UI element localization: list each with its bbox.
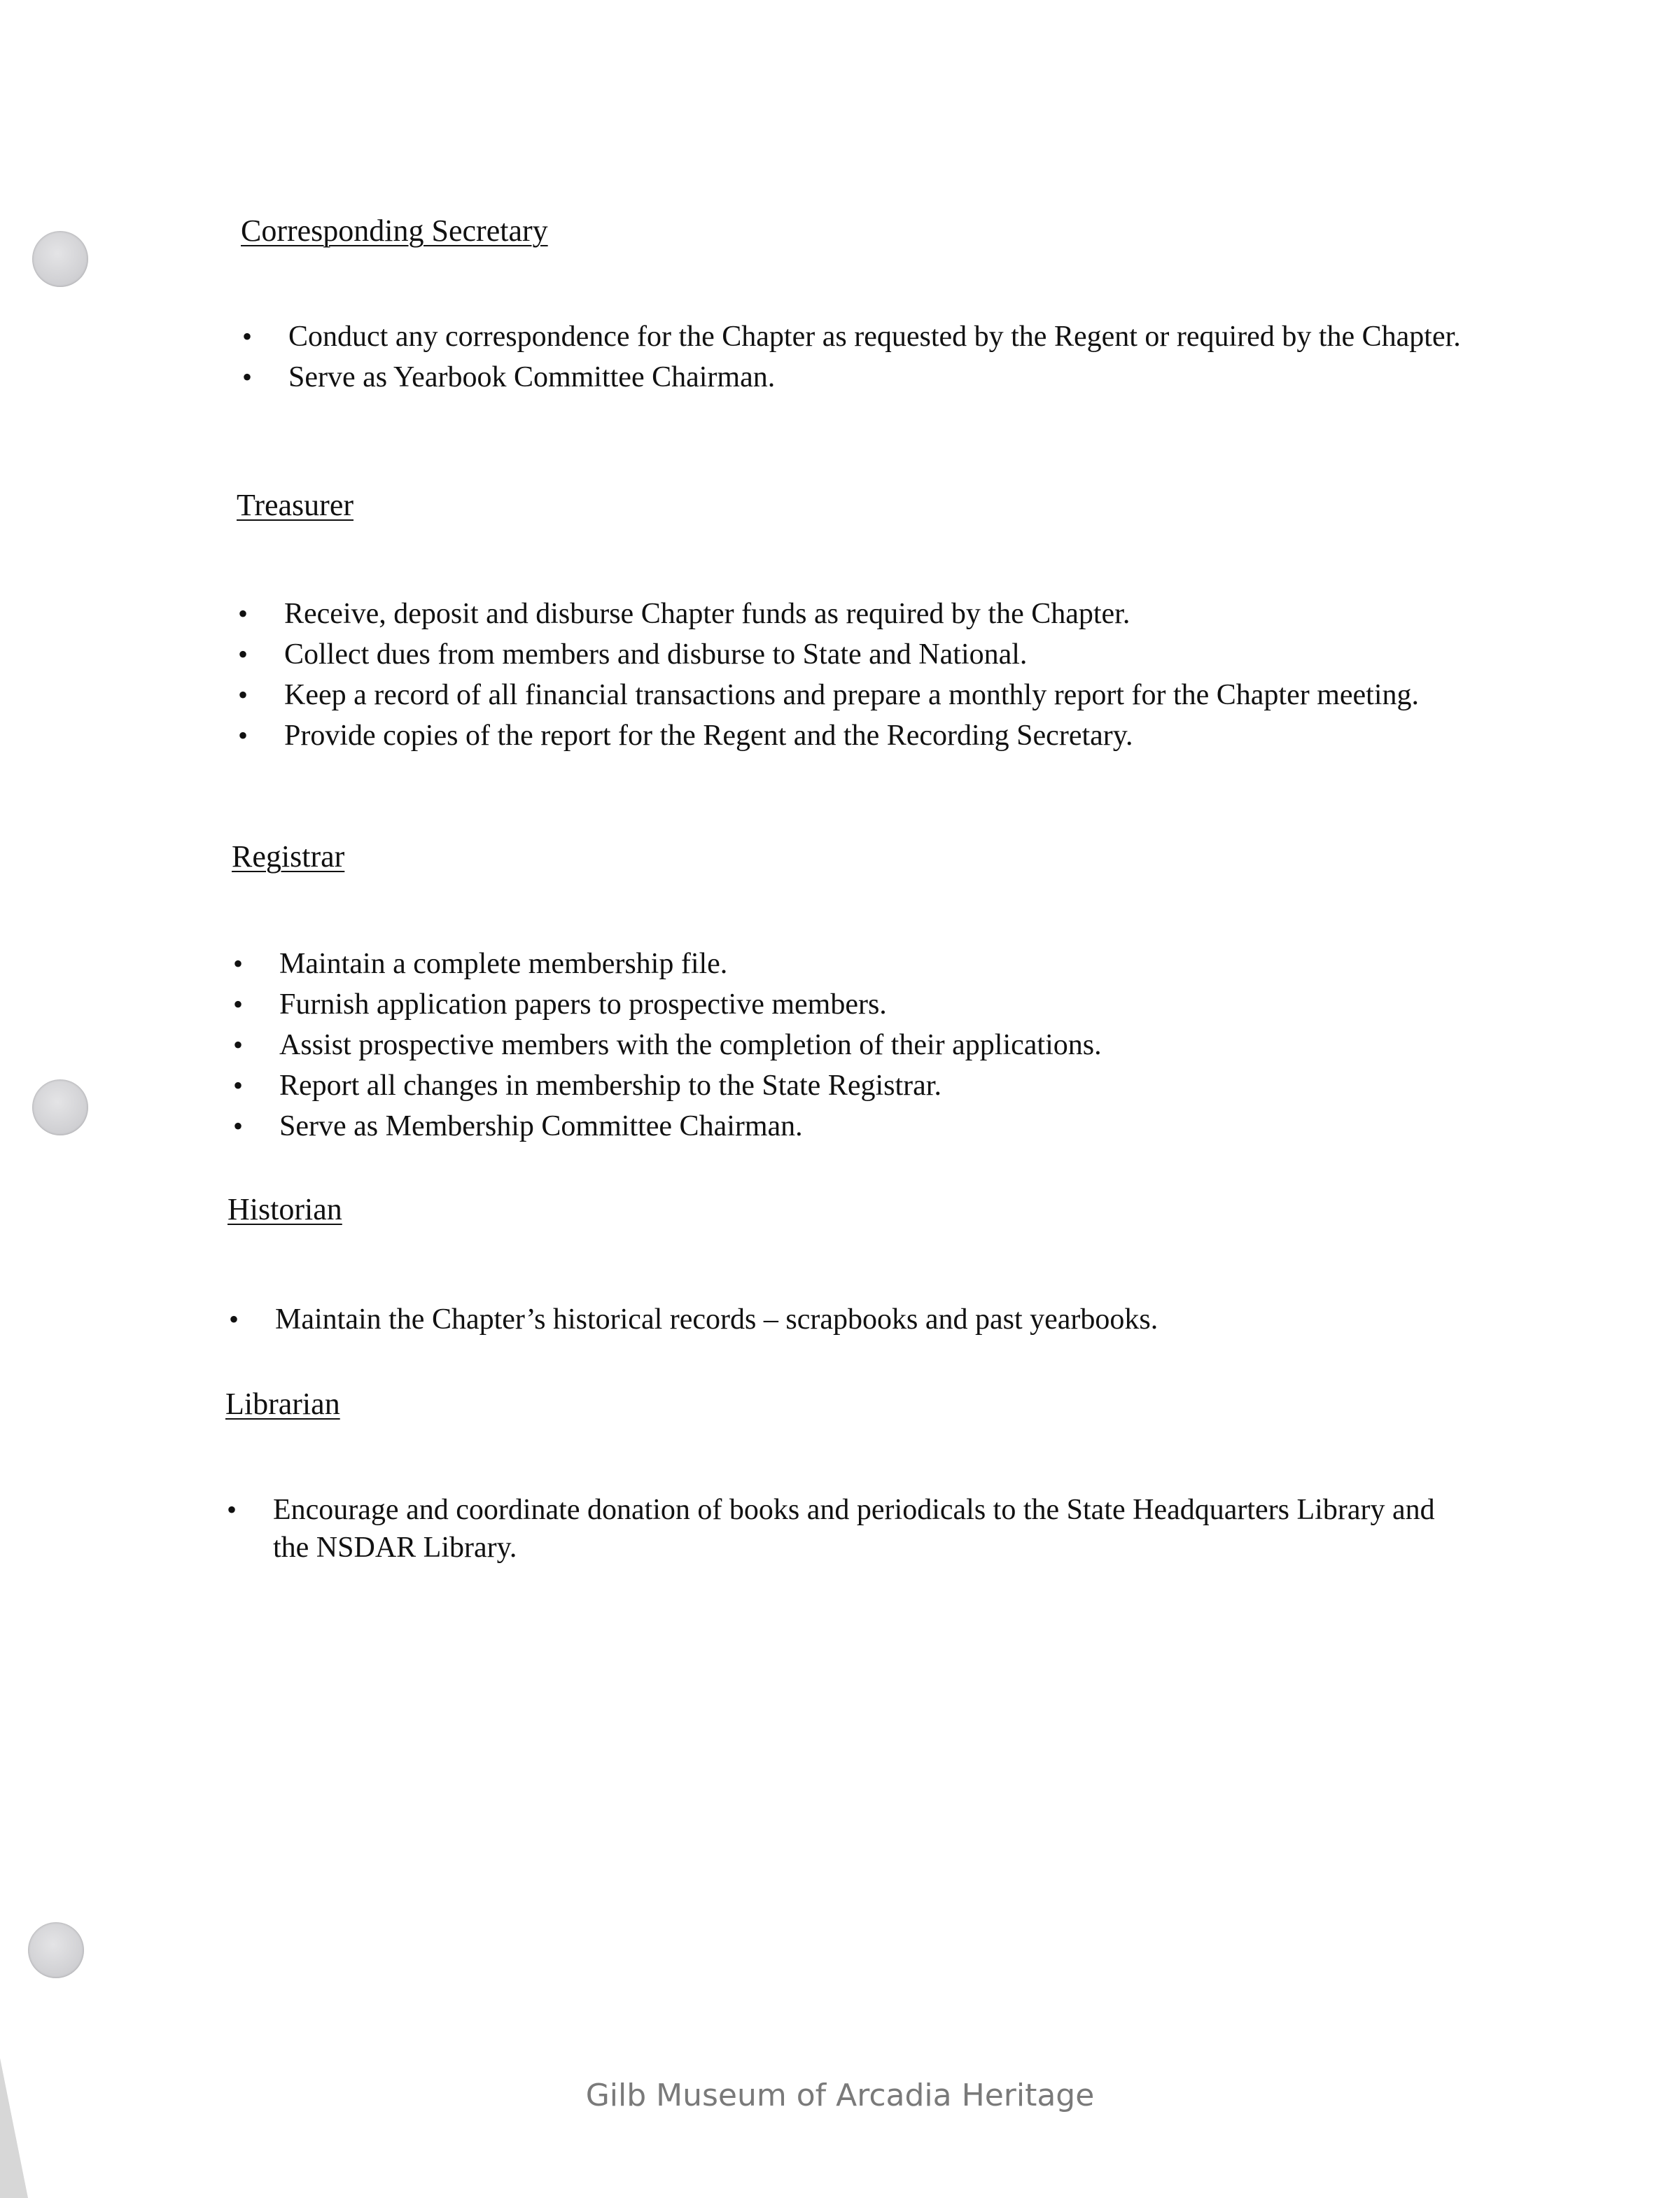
- list-item: • Maintain a complete membership file.: [232, 945, 1464, 983]
- list-item: • Assist prospective members with the completion of their applications.: [232, 1026, 1464, 1064]
- binder-hole-top: [32, 231, 88, 287]
- section-title: Registrar: [232, 839, 345, 874]
- duties-list: [225, 1491, 1457, 1567]
- list-item: • Keep a record of all financial transactions and prepare a monthly report for the Chapter meeting.: [237, 676, 1469, 714]
- list-item: • Receive, deposit and disburse Chapter funds as required by the Chapter.: [237, 595, 1469, 633]
- section-title: Treasurer: [237, 488, 354, 522]
- section-corresponding-secretary: [241, 214, 1473, 399]
- section-treasurer: [237, 489, 1469, 757]
- list-item: • Serve as Membership Committee Chairman.: [232, 1107, 1464, 1145]
- list-item: • Serve as Yearbook Committee Chairman.: [241, 358, 1473, 396]
- list-item: • Encourage and coordinate donation of books and periodicals to the State Headquarters Library and the NSDAR Library.: [225, 1491, 1457, 1567]
- list-item: • Conduct any correspondence for the Chapter as requested by the Regent or required by the Chapter.: [241, 318, 1473, 356]
- list-item: • Report all changes in membership to the State Registrar.: [232, 1067, 1464, 1105]
- list-item: • Collect dues from members and disburse to State and National.: [237, 636, 1469, 673]
- museum-watermark: Gilb Museum of Arcadia Heritage: [585, 2078, 1095, 2113]
- section-librarian: [225, 1387, 1457, 1569]
- section-registrar: [232, 840, 1464, 1148]
- list-item: • Provide copies of the report for the Regent and the Recording Secretary.: [237, 717, 1469, 755]
- section-title: Librarian: [225, 1387, 340, 1421]
- section-historian: [227, 1193, 1460, 1341]
- duties-list: [232, 945, 1464, 1145]
- section-title: Historian: [227, 1192, 342, 1226]
- list-item: • Maintain the Chapter’s historical records – scrapbooks and past yearbooks.: [227, 1301, 1460, 1338]
- duties-list: [227, 1301, 1460, 1338]
- binder-hole-bottom: [28, 1922, 84, 1978]
- list-item: • Furnish application papers to prospective members.: [232, 986, 1464, 1023]
- binder-hole-middle: [32, 1079, 88, 1135]
- section-title: Corresponding Secretary: [241, 214, 548, 248]
- duties-list: [241, 318, 1473, 396]
- duties-list: [237, 595, 1469, 755]
